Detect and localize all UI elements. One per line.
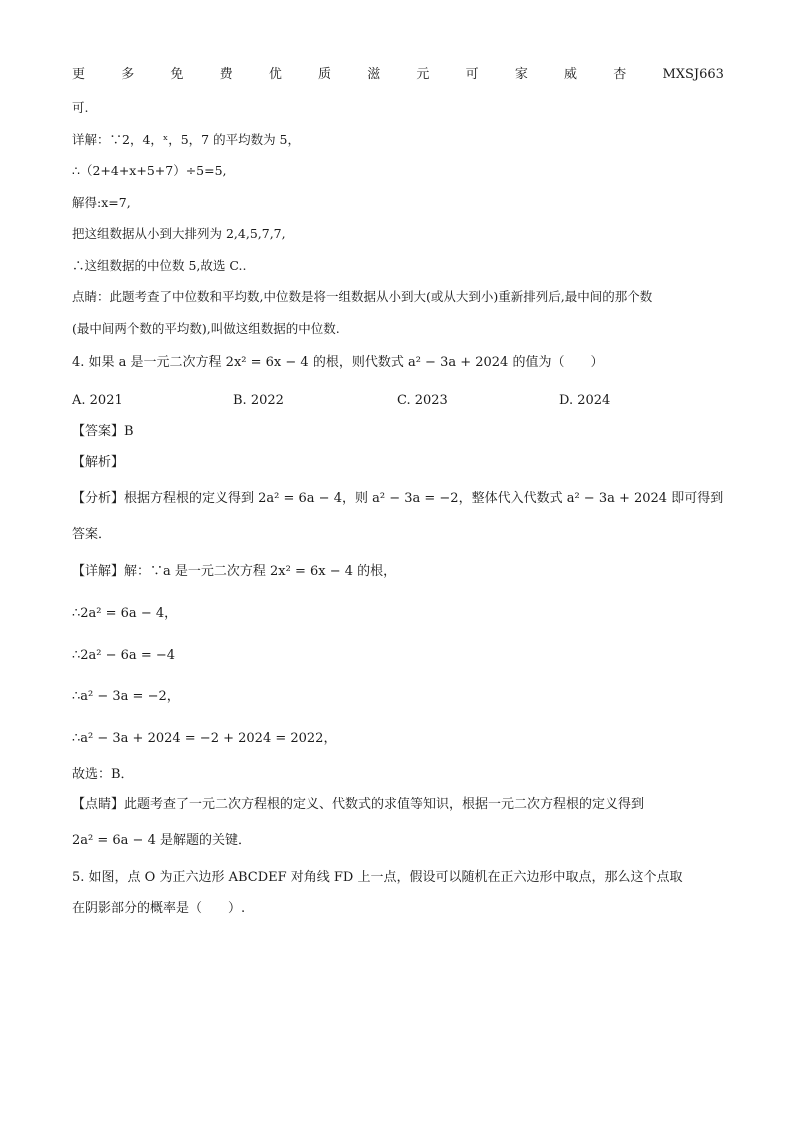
solution-step: ∴a² − 3a = −2，: [72, 689, 180, 704]
choice-line: 故选：B．: [72, 767, 134, 782]
prev-detail-line: ∴这组数据的中位数 5,故选 C..: [72, 258, 247, 273]
fenxi-line: 答案．: [72, 527, 112, 542]
header-code: MXSJ663: [662, 67, 724, 82]
prev-detail-line: 解得:x=7,: [72, 195, 131, 210]
question-5-line: 5. 如图，点 O 为正六边形 ABCDEF 对角线 FD 上一点，假设可以随机在正六边形中取点，那么这个点取: [72, 870, 683, 885]
answer-line: 【答案】B: [72, 424, 134, 439]
prev-tail: 可.: [72, 100, 89, 115]
header-char: 更: [72, 67, 86, 82]
page-header: [72, 66, 724, 84]
solution-step: ∴a² − 3a + 2024 = −2 + 2024 = 2022，: [72, 731, 337, 746]
solution-step: ∴2a² = 6a − 4，: [72, 606, 178, 621]
header-char: 杏: [613, 67, 627, 82]
header-char: 可: [465, 67, 479, 82]
header-char: 威: [564, 67, 578, 82]
prev-detail-line: ∴（2+4+x+5+7）÷5=5,: [72, 163, 227, 178]
header-char: 家: [514, 67, 528, 82]
header-char: 免: [170, 67, 184, 82]
dianjing-line: 【点睛】此题考查了一元二次方程根的定义、代数式的求值等知识，根据一元二次方程根的定义得到: [72, 797, 645, 812]
question-4-stem: 4. 如果 a 是一元二次方程 2x² = 6x − 4 的根，则代数式 a² − 3a + 2024 的值为（ ）: [72, 355, 604, 370]
xiangjie-line: 【详解】解：∵a 是一元二次方程 2x² = 6x − 4 的根，: [72, 564, 397, 579]
option-d: D. 2024: [559, 393, 611, 408]
analysis-title: 【解析】: [72, 455, 125, 470]
option-c: C. 2023: [397, 393, 448, 408]
header-char: 费: [219, 67, 233, 82]
header-char: 质: [318, 67, 332, 82]
document-page: [72, 0, 724, 1123]
header-char: 多: [121, 67, 135, 82]
prev-note-line: 点睛：此题考查了中位数和平均数,中位数是将一组数据从小到大(或从大到小)重新排列后,最中间的那个数: [72, 289, 653, 304]
prev-note-line: (最中间两个数的平均数),叫做这组数据的中位数.: [72, 321, 340, 336]
prev-detail-line: 把这组数据从小到大排列为 2,4,5,7,7,: [72, 226, 286, 241]
fenxi-line: 【分析】根据方程根的定义得到 2a² = 6a − 4，则 a² − 3a = −2，整体代入代数式 a² − 3a + 2024 即可得到: [72, 491, 724, 506]
option-a: A. 2021: [72, 393, 123, 408]
solution-step: ∴2a² − 6a = −4: [72, 648, 176, 663]
dianjing-line: 2a² = 6a − 4 是解题的关键．: [72, 833, 251, 848]
header-char: 优: [268, 67, 282, 82]
header-char: 滋: [367, 67, 381, 82]
question-5-line: 在阴影部分的概率是（ ）.: [72, 901, 246, 916]
prev-detail-line: 详解：∵2，4，ˣ，5，7 的平均数为 5，: [72, 132, 301, 147]
header-char: 元: [416, 67, 430, 82]
option-b: B. 2022: [233, 393, 284, 408]
